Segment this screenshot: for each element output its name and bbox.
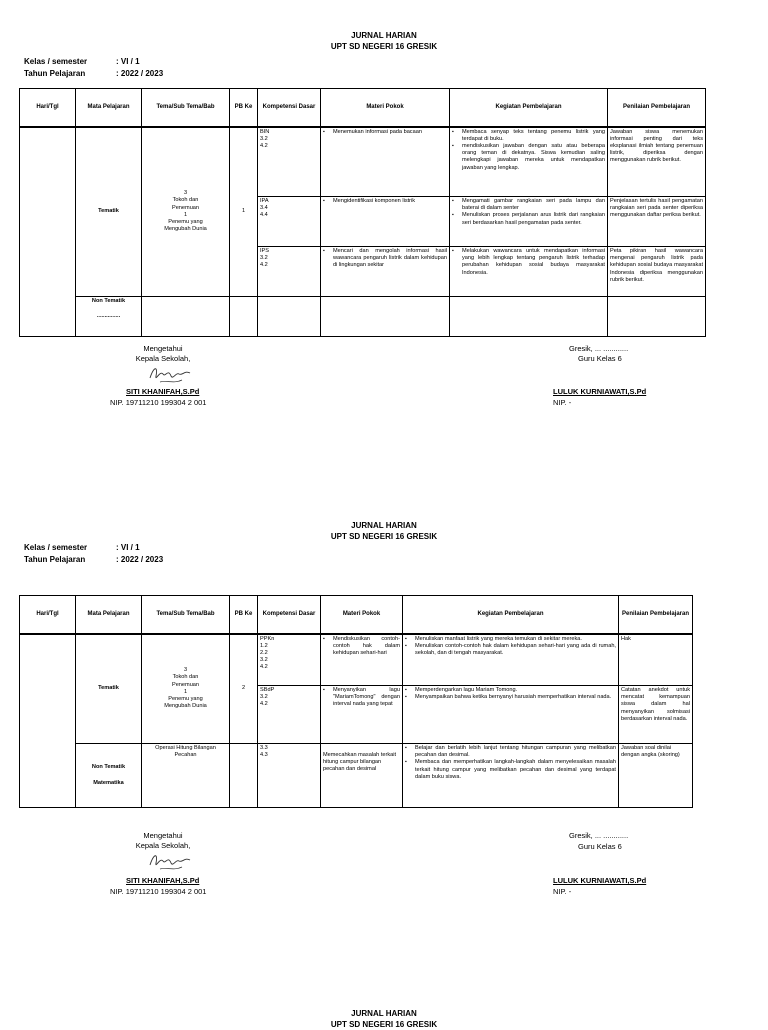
non-tematik-cell xyxy=(76,744,142,808)
school-name: UPT SD NEGERI 16 GRESIK xyxy=(330,532,438,541)
header-mapel: Mata Pelajaran xyxy=(76,89,142,127)
teacher-name: LULUK KURNIAWATI,S.Pd xyxy=(553,387,647,396)
kd-cell: IPA 3.4 4.4 xyxy=(258,197,321,247)
header-tema: Tema/Sub Tema/Bab xyxy=(142,596,230,634)
penilaian-cell: Jawaban soal dinilai dengan angka (skoring) xyxy=(619,744,693,808)
kegiatan-item: ▪ Menuliskan manfaat listrik yang mereka temukan di sekitar mereka. xyxy=(405,636,616,643)
penilaian-cell: Hak xyxy=(619,634,693,686)
place-date: Gresik, ... ............ xyxy=(569,831,629,840)
header-mapel: Mata Pelajaran xyxy=(76,596,142,634)
kegiatan-item: ▪ mendiskusikan jawaban dengan satu atau beberapa orang teman di dekatnya. Siswa kemudian saling melengkapi jawaban mereka untuk mendapatkan jawaban yang lengkap. xyxy=(452,143,605,172)
journal-page-1 xyxy=(0,30,768,407)
teacher-name: LULUK KURNIAWATI,S.Pd xyxy=(553,876,647,885)
header-materi: Materi Pokok xyxy=(321,89,450,127)
kegiatan-cell xyxy=(403,686,619,744)
mengetahui-label: Mengetahui xyxy=(143,344,183,353)
header-hari: Hari/Tgl xyxy=(20,89,76,127)
kegiatan-item: ▪ Menuliskan proses perjalanan arus listrik dari rangkaian seri berdasarkan hasil pengamatan pada senter. xyxy=(452,212,605,226)
pb-cell: 1 xyxy=(230,127,258,297)
header-hari: Hari/Tgl xyxy=(20,596,76,634)
tahun-label: Tahun Pelajaran xyxy=(24,555,86,564)
kd-cell: 3.3 4.3 xyxy=(258,744,321,808)
materi-item: ▪ Mencari dan mengolah informasi hasil wawancara pengaruh listrik dalam kehidupan di lingkungan sekitar xyxy=(323,248,447,270)
non-tematik-label: Non Tematik xyxy=(91,298,126,304)
kegiatan-cell xyxy=(450,127,608,197)
empty-cell xyxy=(142,297,230,337)
materi-cell xyxy=(321,247,450,297)
tahun-value: : 2022 / 2023 xyxy=(116,555,164,564)
journal-table xyxy=(19,595,693,808)
header-kegiatan: Kegiatan Pembelajaran xyxy=(450,89,608,127)
page-title: JURNAL HARIAN xyxy=(351,521,417,530)
principal-name: SITI KHANIFAH,S.Pd xyxy=(126,387,200,396)
kd-cell: PPKn 1.2 2.2 3.2 4.2 xyxy=(258,634,321,686)
place-date: Gresik, ... ............ xyxy=(569,344,629,353)
table-row xyxy=(20,744,693,808)
school-name: UPT SD NEGERI 16 GRESIK xyxy=(330,1020,438,1029)
materi-cell xyxy=(321,634,403,686)
empty-cell xyxy=(230,297,258,337)
kegiatan-cell xyxy=(450,197,608,247)
materi-cell xyxy=(321,197,450,247)
principal-handwritten-signature xyxy=(148,364,192,386)
tahun-label: Tahun Pelajaran xyxy=(24,69,86,78)
non-tematik-label: Non Tematik xyxy=(91,764,126,771)
materi-item: ▪ Menyanyikan lagu "MariamTomong" dengan interval nada yang tepat xyxy=(323,687,400,709)
tahun-value: : 2022 / 2023 xyxy=(116,69,164,78)
materi-item: ▪ Mengidentifikasi komponen listrik xyxy=(323,198,447,205)
kegiatan-item: ▪ Memperdengarkan lagu Mariam Tomong. xyxy=(405,687,616,694)
pb-cell: 2 xyxy=(230,634,258,744)
journal-page-3 xyxy=(0,1008,768,1029)
principal-handwritten-signature xyxy=(148,851,192,873)
header-materi: Materi Pokok xyxy=(321,596,403,634)
empty-cell xyxy=(321,297,450,337)
table-row xyxy=(20,297,706,337)
header-kd: Kompetensi Dasar xyxy=(258,596,321,634)
kegiatan-item: ▪ Menyampaikan bahwa ketika bernyanyi harusiah memperhatikan interval nada. xyxy=(405,694,616,701)
teacher-nip: NIP. - xyxy=(553,398,572,407)
mapel-cell: Tematik xyxy=(76,127,142,297)
materi-item: ▪ Mendiskusikan contoh-contoh hak dalam kehidupan sehari-hari xyxy=(323,636,400,658)
kegiatan-item: ▪ Membaca senyap teks tentang penemu listrik yang terdapat di buku. xyxy=(452,129,605,143)
guru-label: Guru Kelas 6 xyxy=(578,842,622,851)
table-header-row xyxy=(20,89,706,127)
kegiatan-cell xyxy=(403,744,619,808)
journal-page-2 xyxy=(0,520,768,896)
non-tematik-cell xyxy=(76,297,142,337)
penilaian-cell: Catatan anekdot untuk mencatat kemampuan siswa dalam hal menyanyikan solmisasi berdasarkan interval nada. xyxy=(619,686,693,744)
tema-cell: 3 Tokoh dan Penemuan 1 Penemu yang Mengubah Dunia xyxy=(142,127,230,297)
materi-cell: Memecahkan masalah terkait hitung campur bilangan pecahan dan desimal xyxy=(321,744,403,808)
kd-cell: SBdP 3.2 4.2 xyxy=(258,686,321,744)
header-tema: Tema/Sub Tema/Bab xyxy=(142,89,230,127)
header-penilaian: Penilaian Pembelajaran xyxy=(608,89,706,127)
header-kegiatan: Kegiatan Pembelajaran xyxy=(403,596,619,634)
penilaian-cell: Peta pikiran hasil wawancara mengenai pengaruh listrik pada kehidupan sosial budaya masyarakat Indonesia diperiksa menggunakan rubrik berikut. xyxy=(608,247,706,297)
pb-cell xyxy=(230,744,258,808)
empty-cell xyxy=(608,297,706,337)
table-header-row xyxy=(20,596,693,634)
kepala-label: Kepala Sekolah, xyxy=(135,354,191,363)
principal-signature-block xyxy=(110,831,216,851)
header-kd: Kompetensi Dasar xyxy=(258,89,321,127)
principal-nip: NIP. 19711210 199304 2 001 xyxy=(110,398,207,407)
page-title: JURNAL HARIAN xyxy=(351,1009,417,1018)
kelas-value: : VI / 1 xyxy=(116,543,140,552)
kegiatan-item: ▪ Belajar dan berlatih lebih lanjut tentang hitungan campuran yang melibatkan pecahan dan desimal. xyxy=(405,745,616,759)
materi-cell xyxy=(321,686,403,744)
header-pb: PB Ke xyxy=(230,596,258,634)
kegiatan-item: ▪ Melakukan wawancara untuk mendapatkan informasi yang lebih lengkap tentang pengaruh listrik terhadap perubahan kehidupan sosial budaya masyarakat Indonesia. xyxy=(452,248,605,277)
kelas-label: Kelas / semester xyxy=(24,543,88,552)
empty-cell xyxy=(450,297,608,337)
school-name: UPT SD NEGERI 16 GRESIK xyxy=(330,42,438,51)
kegiatan-cell xyxy=(450,247,608,297)
table-row xyxy=(20,127,706,197)
kegiatan-item: ▪ Mengamati gambar rangkaian seri pada lampu dan baterai di dalam senter xyxy=(452,198,605,212)
journal-table xyxy=(19,88,706,337)
guru-label: Guru Kelas 6 xyxy=(578,354,622,363)
class-info xyxy=(24,542,163,566)
dots-placeholder: ............... xyxy=(96,313,121,320)
penilaian-cell: Penjelasan tertulis hasil pengamatan rangkaian seri pada senter diperiksa menggunakan daftar periksa berikut. xyxy=(608,197,706,247)
hari-cell xyxy=(20,634,76,808)
kd-cell: IPS 3.2 4.2 xyxy=(258,247,321,297)
principal-signature-block xyxy=(110,344,216,364)
teacher-nip: NIP. - xyxy=(553,887,572,896)
kelas-value: : VI / 1 xyxy=(116,57,140,66)
materi-item: ▪ Menemukan informasi pada bacaan xyxy=(323,129,447,136)
kepala-label: Kepala Sekolah, xyxy=(135,841,191,850)
header-pb: PB Ke xyxy=(230,89,258,127)
header-penilaian: Penilaian Pembelajaran xyxy=(619,596,693,634)
tema-cell: Operasi Hitung Bilangan Pecahan xyxy=(142,744,230,808)
hari-cell xyxy=(20,127,76,337)
materi-cell xyxy=(321,127,450,197)
page-title: JURNAL HARIAN xyxy=(351,31,417,40)
tema-cell: 3 Tokoh dan Penemuan 1 Penemu yang Mengubah Dunia xyxy=(142,634,230,744)
principal-nip: NIP. 19711210 199304 2 001 xyxy=(110,887,207,896)
kegiatan-cell xyxy=(403,634,619,686)
kegiatan-item: ▪ Membaca dan memperhatikan langkah-langkah dalam menyelesaikan masalah terkait hitung campur yang melibatkan pecahan dan desimal yang terdapat dalam buku siswa. xyxy=(405,759,616,781)
matematika-label: Matematika xyxy=(93,779,124,786)
kegiatan-item: ▪ Menuliskan contoh-contoh hak dalam kehidupan sehari-hari yang ada di rumah, sekolah, dan di tengah masyarakat. xyxy=(405,643,616,657)
class-info xyxy=(24,56,163,80)
mengetahui-label: Mengetahui xyxy=(143,831,183,840)
kelas-label: Kelas / semester xyxy=(24,57,88,66)
empty-cell xyxy=(258,297,321,337)
table-row xyxy=(20,634,693,686)
kd-cell: BIN 3.2 4.2 xyxy=(258,127,321,197)
penilaian-cell: Jawaban siswa menemukan informasi penting dari teks eksplanasi ilmiah tentang penemuan listrik, diperiksa dengan menggunakan rubrik berikut. xyxy=(608,127,706,197)
mapel-cell: Tematik xyxy=(76,634,142,744)
principal-name: SITI KHANIFAH,S.Pd xyxy=(126,876,200,885)
